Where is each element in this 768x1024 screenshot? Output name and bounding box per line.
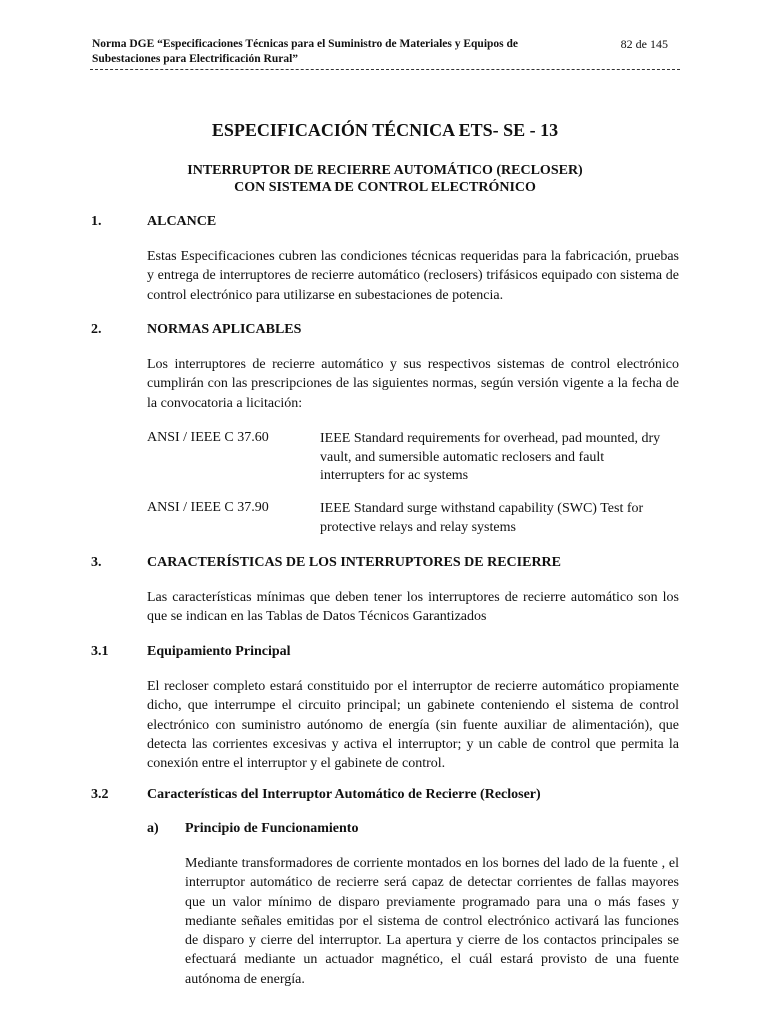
standard-code-2: ANSI / IEEE C 37.90 xyxy=(147,500,269,515)
document-title: ESPECIFICACIÓN TÉCNICA ETS- SE - 13 xyxy=(211,120,559,140)
header-line-1: Norma DGE “Especificaciones Técnicas para el Suministro de Materiales y Equipos de xyxy=(92,38,519,50)
section-3-1-body: El recloser completo estará constituido por el interruptor de recierre automático propiamente dicho, que interrumpe el circuito principal; un gabinete conteniendo el sistema de control electrónico con suministro autónomo de energía (sin fuente auxiliar de alimentación), que detecta las corrientes excesivas y activa el interruptor; y un cable de control que permita la conexión entre el interruptor y el gabinete de control. xyxy=(147,679,679,772)
section-3-2-number: 3.2 xyxy=(91,787,109,802)
subtitle-line-1: INTERRUPTOR DE RECIERRE AUTOMÁTICO (RECLOSER) xyxy=(187,163,583,178)
subsection-a-body: Mediante transformadores de corriente montados en los bornes del lado de la fuente , el interruptor automático de recierre será capaz de detectar corrientes de fallas mayores que un valor mínimo de disparo previamente programado para una o más fases y mediante señales emitidas por el sistema de control electrónico activará las funciones de disparo y cierre del interruptor. La apertura y cierre de los contactos principales se efectuará mediante un actuador magnético, el cuál estará provisto de una fuente autónoma de energía. xyxy=(185,856,679,987)
section-3-heading: CARACTERÍSTICAS DE LOS INTERRUPTORES DE RECIERRE xyxy=(147,555,562,570)
document-subtitle xyxy=(90,162,680,196)
subsection-a-heading: Principio de Funcionamiento xyxy=(185,821,359,836)
header-text xyxy=(92,37,562,67)
standard-code-1: ANSI / IEEE C 37.60 xyxy=(147,430,269,445)
header-line-2: Subestaciones para Electrificación Rural” xyxy=(92,53,299,65)
subtitle-line-2: CON SISTEMA DE CONTROL ELECTRÓNICO xyxy=(234,180,536,195)
header-divider xyxy=(90,69,680,70)
section-2-body: Los interruptores de recierre automático y sus respectivos sistemas de control electrónico cumplirán con las prescripciones de las siguientes normas, según versión vigente a la fecha de la convocatoria a licitación: xyxy=(147,357,679,411)
section-1-heading: ALCANCE xyxy=(147,214,217,229)
section-1-body: Estas Especificaciones cubren las condiciones técnicas requeridas para la fabricación, pruebas y entrega de interruptores de recierre automático (reclosers) trifásicos equipado con sistema de control electrónico para utilizarse en subestaciones de potencia. xyxy=(147,249,679,303)
section-1-number: 1. xyxy=(91,214,102,229)
section-3-1-heading: Equipamiento Principal xyxy=(147,644,291,659)
standard-desc-1: IEEE Standard requirements for overhead, pad mounted, dry vault, and sumersible automatic reclosers and fault interrupters for ac systems xyxy=(320,431,661,483)
section-3-number: 3. xyxy=(91,555,102,570)
section-2-heading: NORMAS APLICABLES xyxy=(147,322,302,337)
section-3-body: Las características mínimas que deben tener los interruptores de recierre automático son los que se indican en las Tablas de Datos Técnicos Garantizados xyxy=(147,590,679,625)
section-3-2-heading: Características del Interruptor Automático de Recierre (Recloser) xyxy=(147,787,541,802)
section-3-1-number: 3.1 xyxy=(91,644,109,659)
page-number: 82 de 145 xyxy=(620,37,668,51)
standard-desc-2: IEEE Standard surge withstand capability (SWC) Test for protective relays and relay systems xyxy=(320,501,644,535)
subsection-a-letter: a) xyxy=(147,821,159,836)
page-header xyxy=(92,37,670,67)
section-2-number: 2. xyxy=(91,322,102,337)
